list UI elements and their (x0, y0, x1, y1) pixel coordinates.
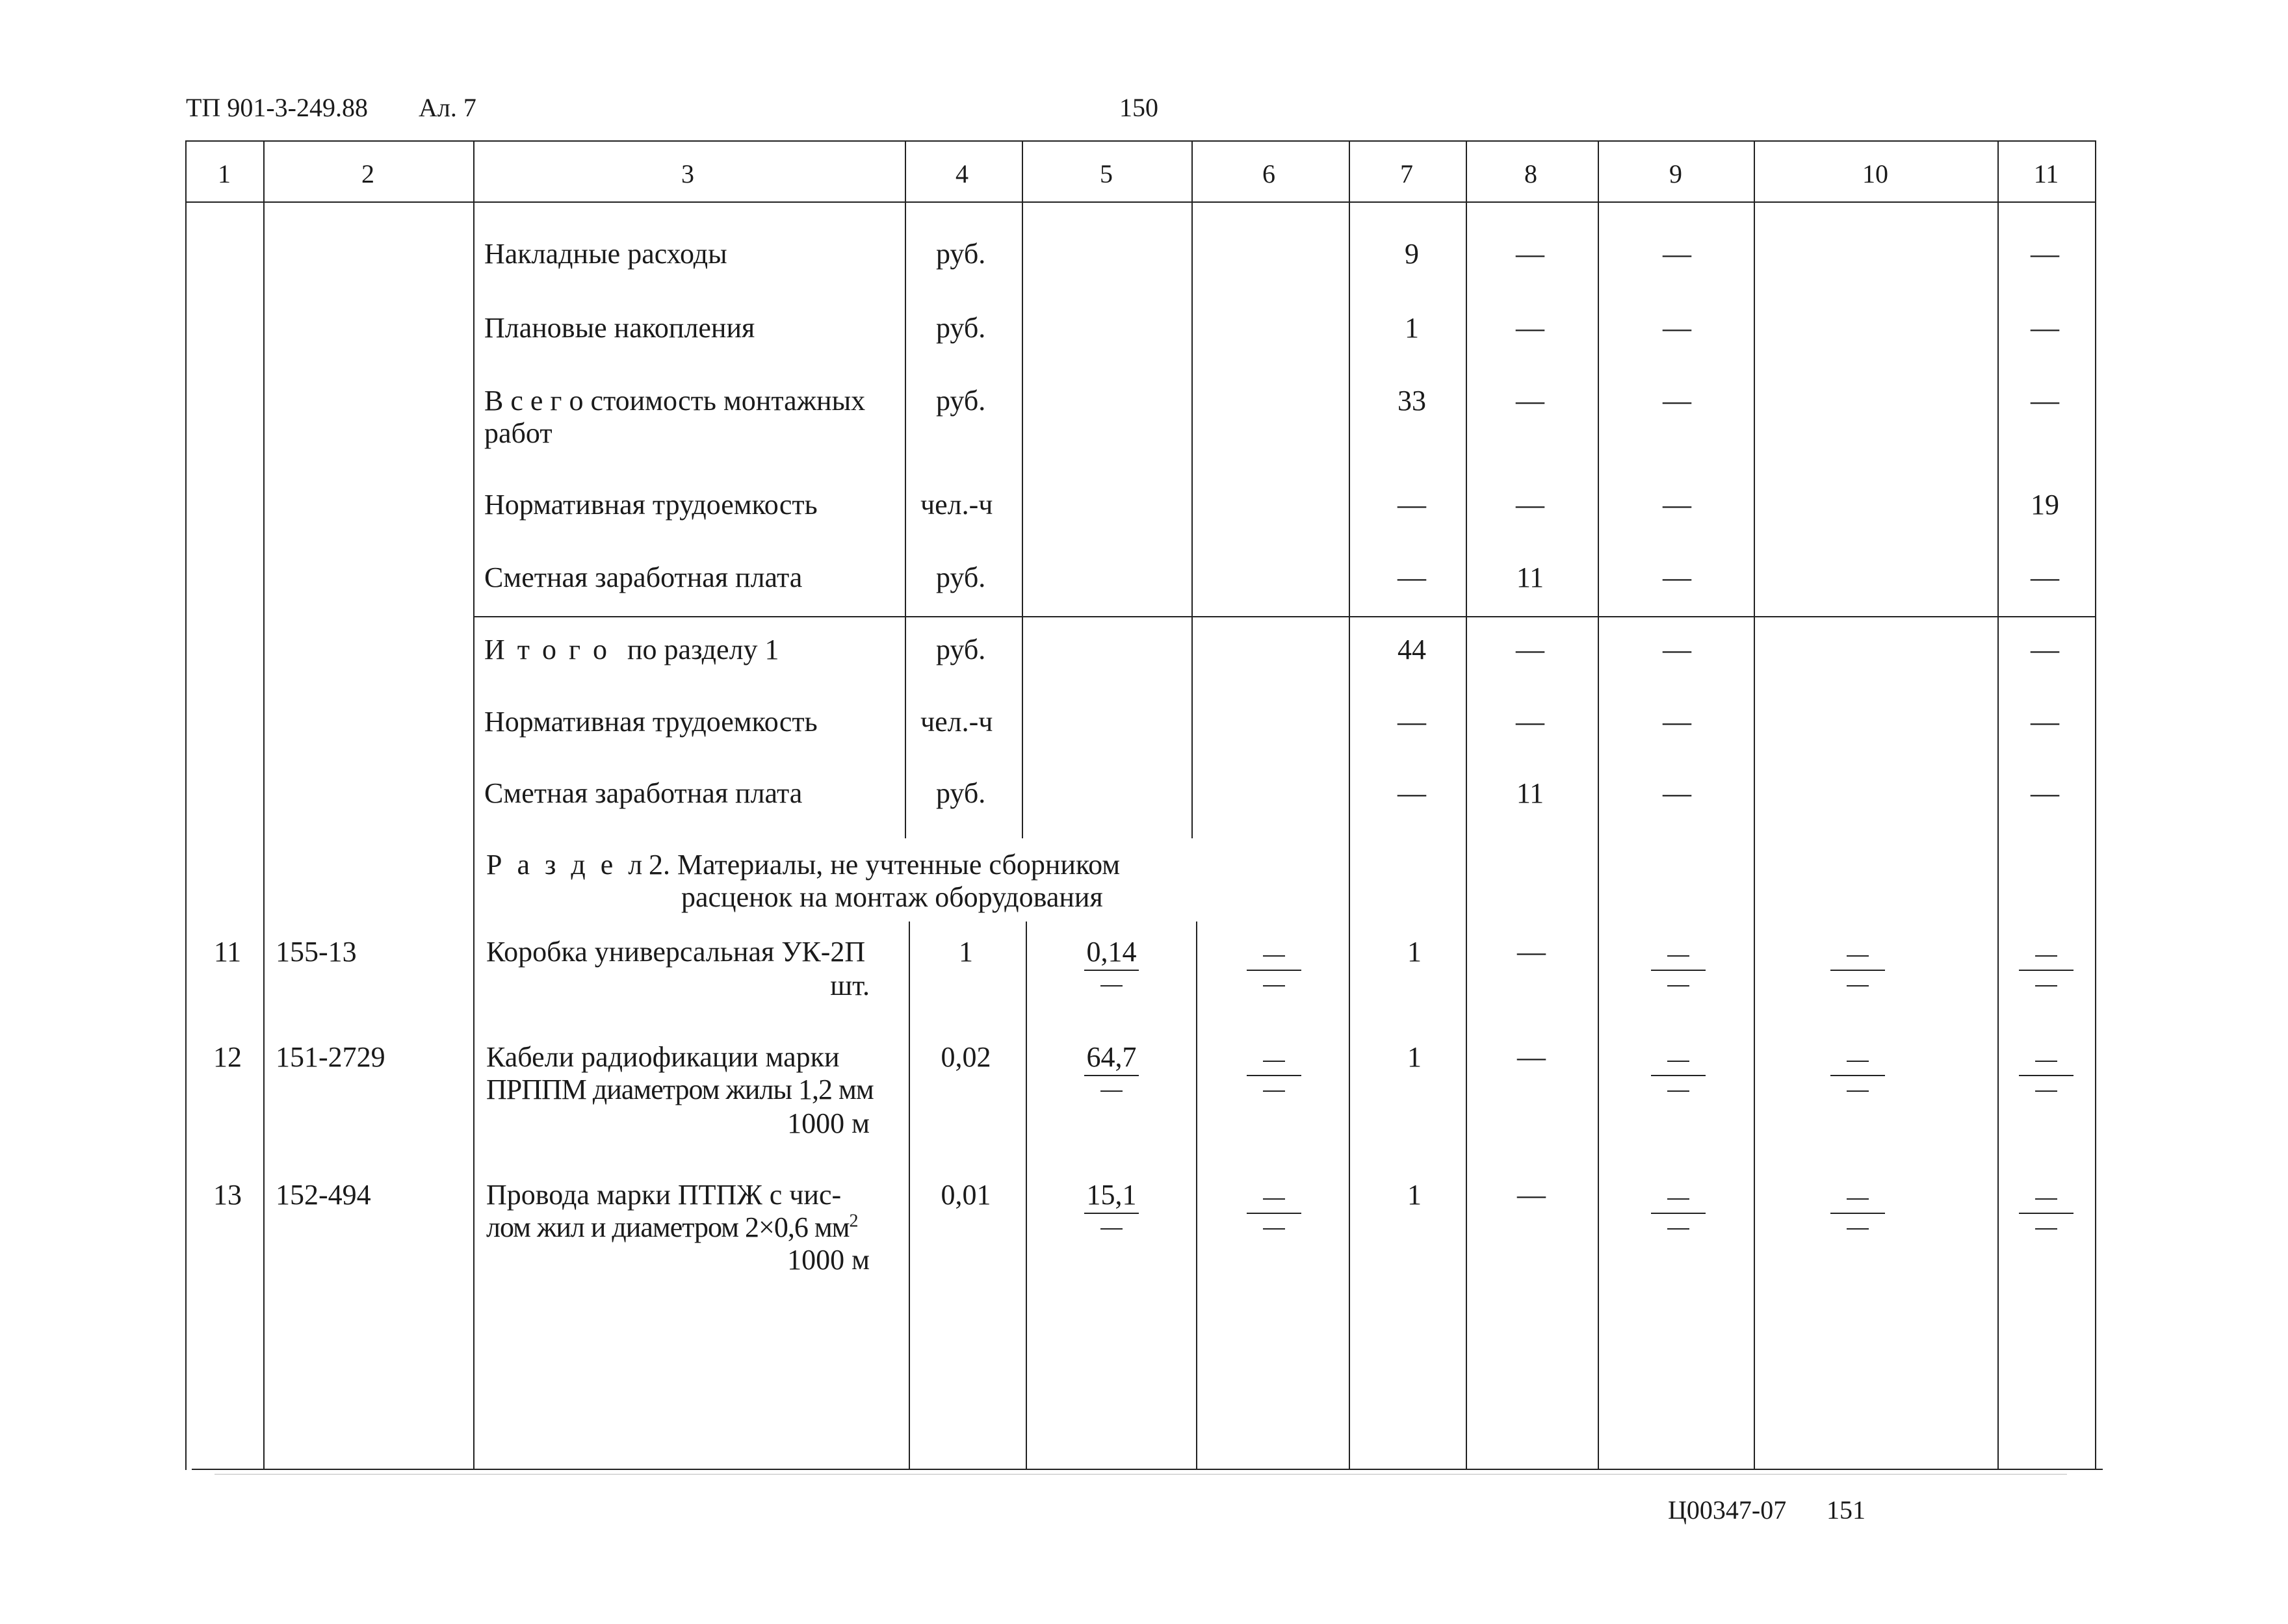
empty-fraction-bottom (1847, 1090, 1869, 1092)
column-number: 8 (1524, 159, 1537, 188)
fraction-bar (1084, 1075, 1139, 1076)
row-name: Кабели радиофикации марки (486, 1041, 840, 1073)
empty-fraction-top (1263, 1198, 1285, 1200)
row-col7: 1 (1407, 1041, 1422, 1073)
footer-code: Ц00347-07 (1668, 1495, 1787, 1525)
section-heading-line2: расценок на монтаж оборудования (681, 881, 1103, 913)
row-col11: — (2031, 385, 2059, 417)
fraction-bar (1084, 1213, 1139, 1214)
empty-fraction-bottom (2035, 985, 2057, 986)
column-border-6-7 (1349, 140, 1350, 1470)
empty-fraction-bar (2019, 970, 2074, 971)
empty-fraction-top (1667, 955, 1689, 957)
row-col11: — (2031, 238, 2059, 270)
section-total-divider (473, 616, 2096, 617)
column-border-9-10 (1754, 140, 1755, 1470)
row-number: 12 (213, 1041, 242, 1073)
empty-fraction-bottom (1263, 1228, 1285, 1230)
table-top-border (185, 140, 2096, 142)
row-col7: 9 (1405, 238, 1419, 270)
row-unit: руб. (936, 238, 986, 270)
column-number: 6 (1262, 159, 1275, 188)
row-col7: — (1398, 561, 1426, 593)
empty-fraction-top (1847, 955, 1869, 957)
row-name: Накладные расходы (484, 238, 727, 270)
column-border-5-6 (1191, 140, 1193, 838)
row-name: Нормативная трудоемкость (484, 706, 818, 738)
column-number: 7 (1400, 159, 1413, 188)
row-name-continued-text: лом жил и диаметром 2×0,6 мм (486, 1211, 850, 1243)
fraction-denominator-dash (1100, 1090, 1123, 1092)
row-name: Сметная заработная плата (484, 777, 803, 809)
fraction-denominator-dash (1100, 1228, 1123, 1230)
row-col11: — (2031, 561, 2059, 593)
row-quantity: 0,01 (941, 1179, 991, 1211)
column-border-left (185, 140, 187, 1470)
row-col7: 1 (1407, 936, 1422, 968)
empty-fraction-top (1263, 955, 1285, 957)
row-number: 13 (213, 1179, 242, 1211)
row-col9: — (1663, 777, 1691, 809)
row-code: 155-13 (276, 936, 357, 968)
row-col9: — (1663, 634, 1691, 665)
row-col9: — (1663, 238, 1691, 270)
row-col9: — (1663, 312, 1691, 344)
empty-fraction-top (1667, 1061, 1689, 1062)
album-label: Ал. 7 (419, 93, 476, 122)
empty-fraction-bottom (1263, 985, 1285, 986)
empty-fraction-bottom (1667, 1228, 1689, 1230)
column-number: 4 (956, 159, 968, 188)
row-price: 64,7 (1086, 1041, 1137, 1073)
price-fraction (1084, 936, 1139, 986)
row-col8: — (1516, 634, 1544, 665)
row-price: 0,14 (1086, 936, 1137, 968)
row-price: 15,1 (1086, 1179, 1137, 1211)
header-row-border (185, 201, 2096, 203)
row-name: Коробка универсальная УК-2П (486, 936, 866, 968)
empty-fraction-bottom (2035, 1090, 2057, 1092)
empty-fraction-top (1847, 1198, 1869, 1200)
column-border-1-2 (263, 140, 265, 1470)
row-col7: — (1398, 706, 1426, 738)
row-unit: чел.-ч (920, 489, 993, 521)
column-number: 2 (361, 159, 374, 188)
row-col7: 33 (1398, 385, 1426, 417)
row-col8: — (1517, 1041, 1546, 1073)
empty-fraction-bar (1651, 1075, 1706, 1076)
empty-fraction-top (2035, 1198, 2057, 1200)
row-quantity: 0,02 (941, 1041, 991, 1073)
empty-fraction-top (2035, 955, 2057, 957)
empty-fraction-bar (1247, 970, 1301, 971)
fraction-denominator-dash (1100, 985, 1123, 986)
column-number: 3 (681, 159, 694, 188)
empty-fraction-bar (1830, 970, 1885, 971)
footer-page: 151 (1826, 1495, 1866, 1525)
row-unit: чел.-ч (920, 706, 993, 738)
row-col11: — (2031, 777, 2059, 809)
row-col11: — (2031, 634, 2059, 665)
empty-fraction-top (1847, 1061, 1869, 1062)
row-name-continued: ПРППМ диаметром жилы 1,2 мм (486, 1074, 874, 1105)
empty-fraction-bottom (1667, 1090, 1689, 1092)
row-col7: 1 (1407, 1179, 1422, 1211)
row-unit: руб. (936, 634, 986, 665)
empty-fraction-bar (2019, 1075, 2074, 1076)
section-total-label-rest: по разделу 1 (627, 634, 779, 665)
row-col8: — (1517, 1179, 1546, 1211)
empty-fraction-bottom (2035, 1228, 2057, 1230)
document-code: ТП 901-3-249.88 (186, 93, 368, 122)
column-border-2-3 (473, 140, 474, 1470)
row-unit: руб. (936, 561, 986, 593)
row-col9: — (1663, 561, 1691, 593)
row-col8: 11 (1516, 561, 1544, 593)
superscript: 2 (849, 1211, 858, 1231)
empty-fraction-bar (1247, 1075, 1301, 1076)
row-col11: 19 (2031, 489, 2059, 521)
row-col9: — (1663, 489, 1691, 521)
column-border-3-4-lower (909, 922, 910, 1470)
row-col7: — (1398, 489, 1426, 521)
row-name-continued: работ (484, 417, 552, 449)
column-border-4-5-lower (1026, 922, 1027, 1470)
row-name: Плановые накопления (484, 312, 755, 344)
empty-fraction-top (1667, 1198, 1689, 1200)
row-code: 152-494 (276, 1179, 371, 1211)
empty-fraction-bottom (1263, 1090, 1285, 1092)
row-col8: — (1516, 706, 1544, 738)
column-number: 5 (1100, 159, 1113, 188)
empty-fraction-top (2035, 1061, 2057, 1062)
empty-fraction-bar (1830, 1075, 1885, 1076)
section-total-label: И т о г о (484, 634, 610, 665)
column-border-8-9 (1598, 140, 1599, 1470)
page-number: 150 (1119, 93, 1158, 122)
empty-fraction-top (1263, 1061, 1285, 1062)
row-name: Сметная заработная плата (484, 561, 803, 593)
row-unit: руб. (936, 777, 986, 809)
scan-trace-line (214, 1474, 2067, 1475)
row-unit: шт. (830, 970, 870, 1001)
row-col8: — (1516, 489, 1544, 521)
row-col9: — (1663, 385, 1691, 417)
row-unit: руб. (936, 385, 986, 417)
row-col7: — (1398, 777, 1426, 809)
column-border-5-6-lower (1196, 922, 1197, 1470)
column-border-7-8 (1466, 140, 1467, 1470)
row-col11: — (2031, 706, 2059, 738)
row-col8: — (1516, 238, 1544, 270)
row-name-continued (486, 1211, 858, 1244)
row-quantity: 1 (959, 936, 973, 968)
column-number: 1 (218, 159, 231, 188)
row-col9: — (1663, 706, 1691, 738)
column-border-10-11 (1997, 140, 1999, 1470)
row-col8: 11 (1516, 777, 1544, 809)
row-number: 11 (213, 936, 242, 968)
empty-fraction-bar (1247, 1213, 1301, 1214)
row-name: Нормативная трудоемкость (484, 489, 818, 521)
empty-fraction-bar (2019, 1213, 2074, 1214)
empty-fraction-bar (1830, 1213, 1885, 1214)
row-unit: 1000 м (787, 1107, 870, 1139)
empty-fraction-bottom (1667, 985, 1689, 986)
row-unit: 1000 м (787, 1244, 870, 1276)
price-fraction (1084, 1179, 1139, 1230)
row-col8: — (1516, 385, 1544, 417)
column-border-4-5 (1022, 140, 1023, 838)
section-heading-line1: 2. Материалы, не учтенные сборником (649, 849, 1121, 881)
column-number: 10 (1862, 159, 1888, 188)
row-col7: 44 (1398, 634, 1426, 665)
table-bottom-border (192, 1469, 2103, 1470)
row-col8: — (1516, 312, 1544, 344)
row-col7: 1 (1405, 312, 1419, 344)
column-border-right (2095, 140, 2096, 1470)
row-name: Провода марки ПТПЖ с чис- (486, 1179, 842, 1211)
empty-fraction-bar (1651, 970, 1706, 971)
row-name: В с е г о стоимость монтажных (484, 385, 866, 417)
column-number: 9 (1669, 159, 1682, 188)
row-col8: — (1517, 936, 1546, 968)
empty-fraction-bar (1651, 1213, 1706, 1214)
empty-fraction-bottom (1847, 1228, 1869, 1230)
fraction-bar (1084, 970, 1139, 971)
column-border-3-4 (905, 140, 906, 838)
price-fraction (1084, 1041, 1139, 1092)
column-number: 11 (2033, 159, 2059, 188)
row-col11: — (2031, 312, 2059, 344)
row-unit: руб. (936, 312, 986, 344)
empty-fraction-bottom (1847, 985, 1869, 986)
section-heading-label: Р а з д е л (486, 849, 647, 881)
row-code: 151-2729 (276, 1041, 385, 1073)
